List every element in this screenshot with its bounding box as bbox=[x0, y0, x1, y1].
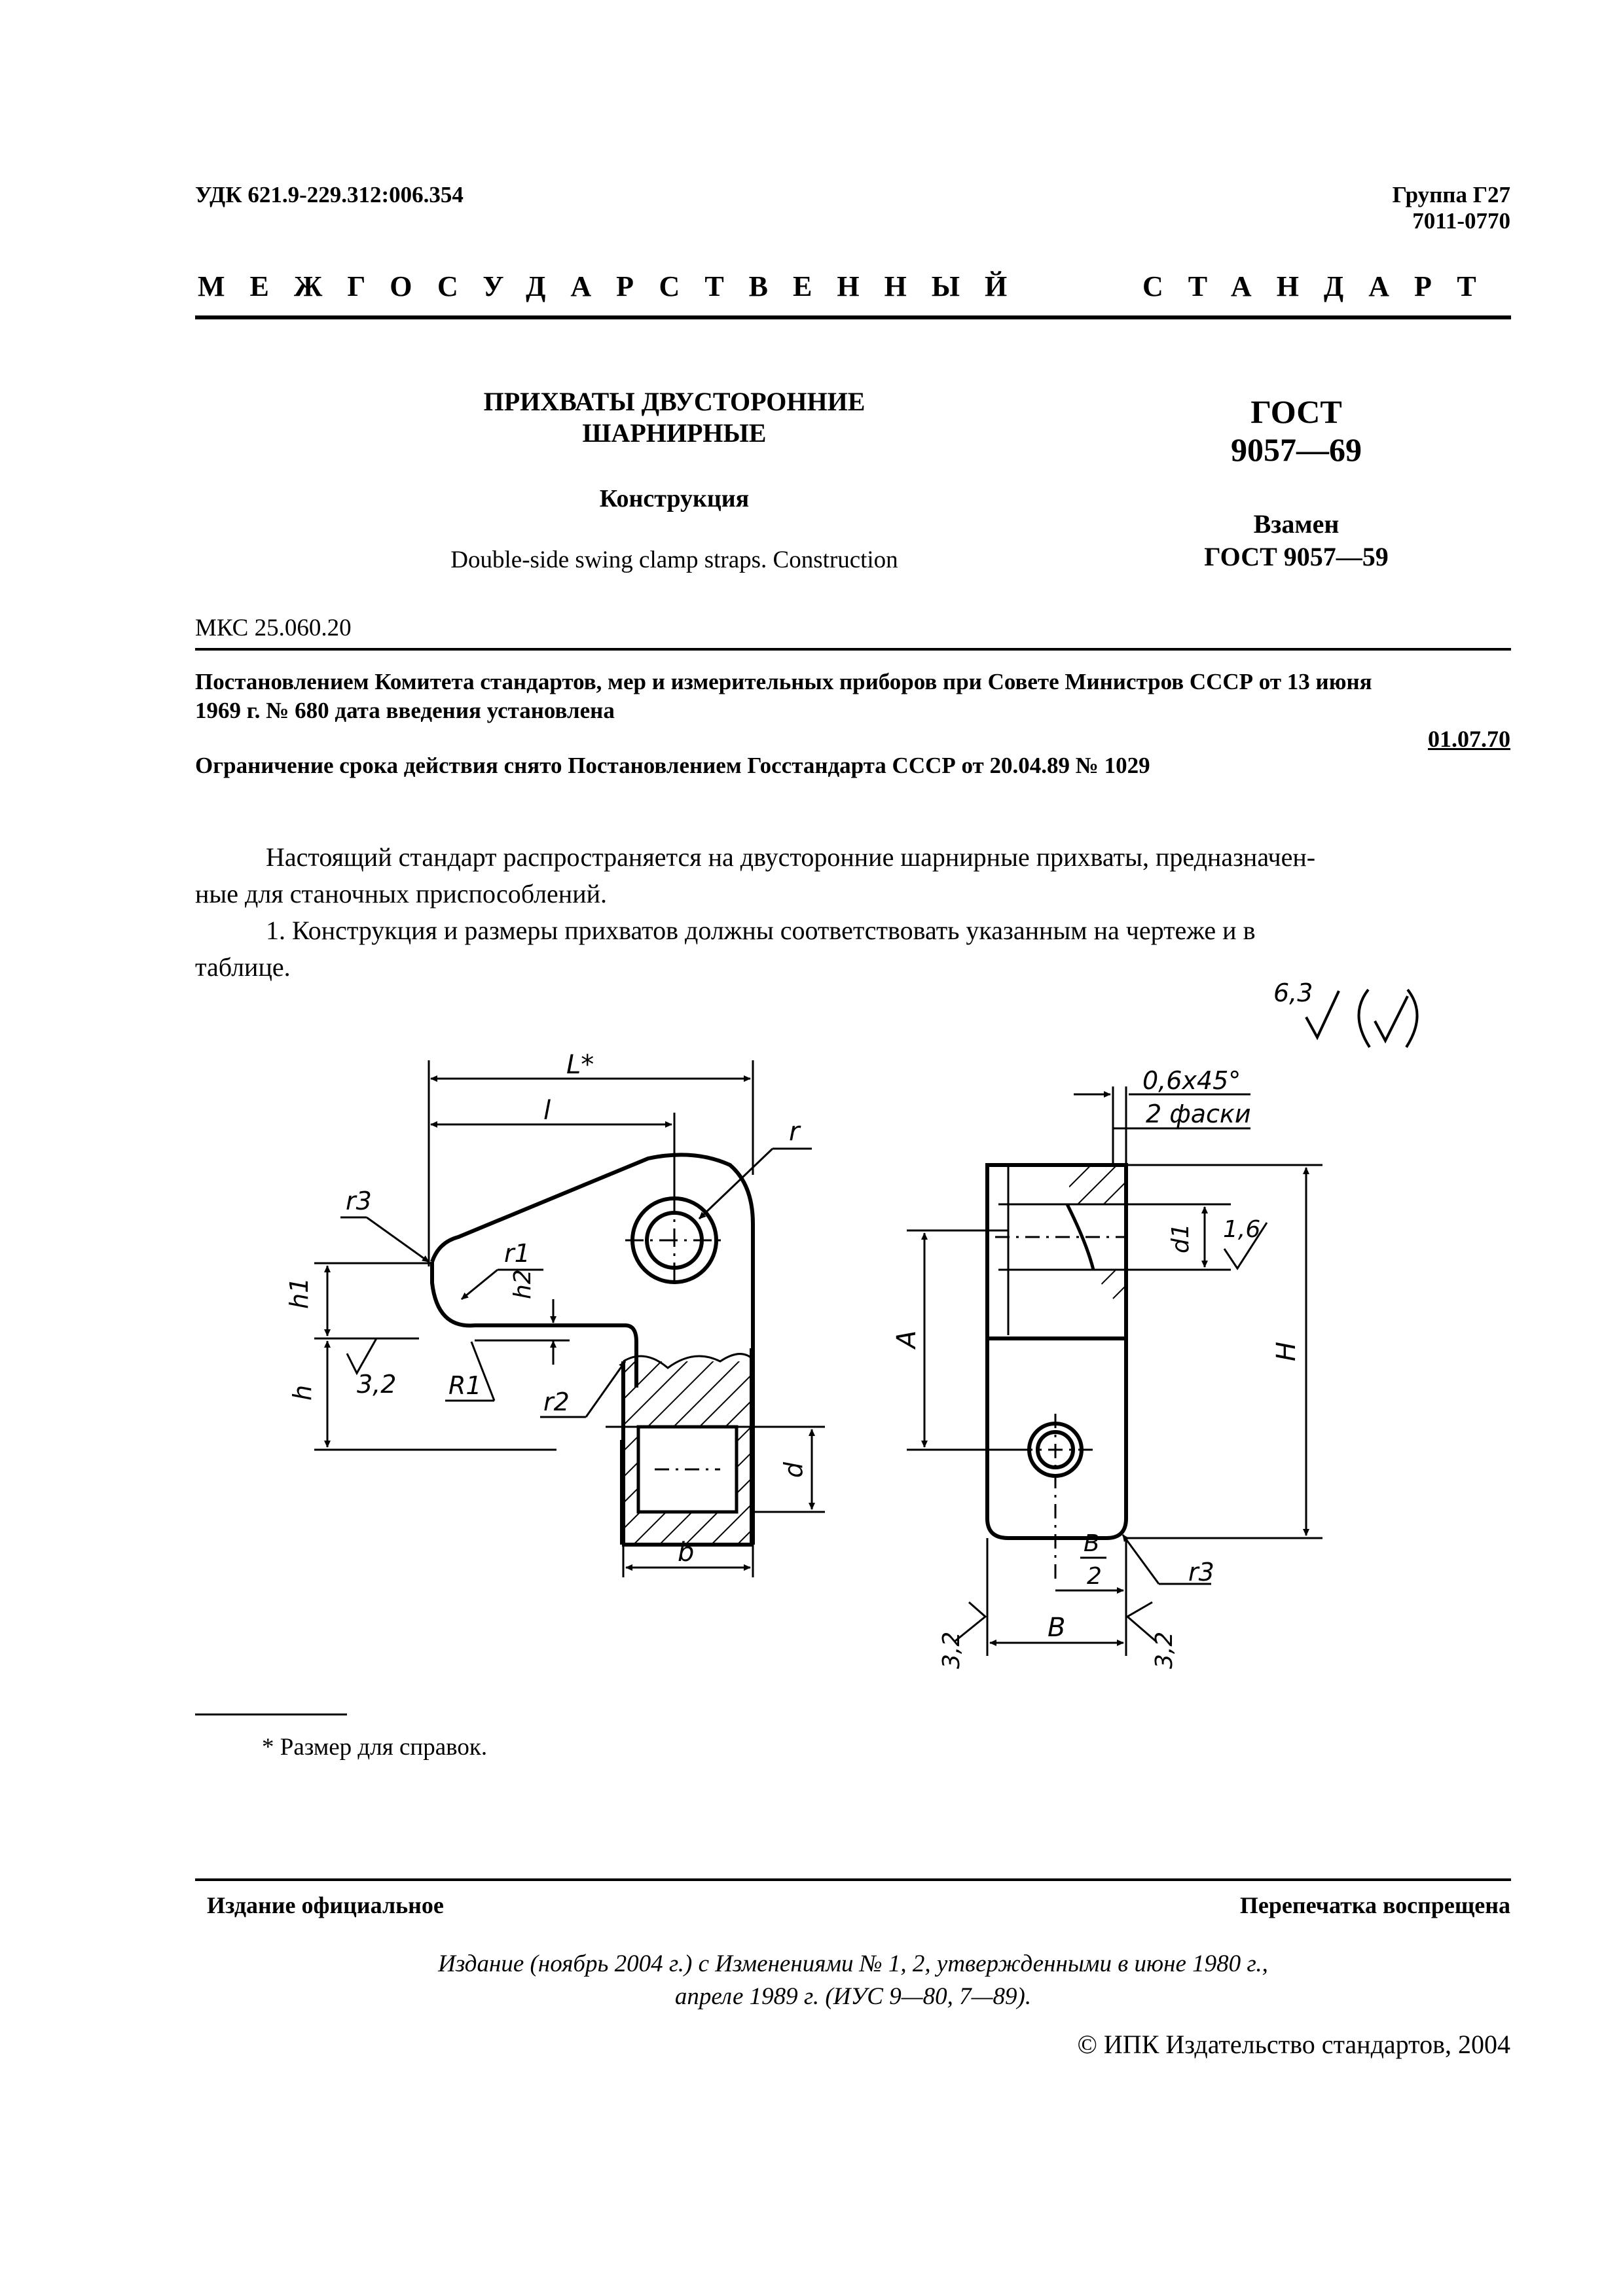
roughness-16: 1,6 bbox=[1223, 1216, 1261, 1243]
edition-line2: апреле 1989 г. (ИУС 9—80, 7—89). bbox=[674, 1983, 1032, 2010]
roughness-general-symbol bbox=[1306, 990, 1417, 1047]
interstate-label: МЕЖГОСУДАРСТВЕННЫЙ bbox=[198, 270, 1032, 302]
dim-A: A bbox=[892, 1330, 922, 1348]
intro-line1: Настоящий стандарт распространяется на двусторонние шарнирные прихваты, предназначен- bbox=[266, 842, 1316, 872]
roughness-right-1: 3,2 bbox=[938, 1631, 965, 1669]
chamfer-note: 2 фаски bbox=[1146, 1100, 1251, 1128]
title-line1: ПРИХВАТЫ ДВУСТОРОННИЕ bbox=[483, 387, 866, 416]
reprint-prohibited: Перепечатка воспрещена bbox=[1239, 1892, 1510, 1918]
roughness-right-2: 3,2 bbox=[1151, 1631, 1178, 1669]
replaces-label: Взамен bbox=[1253, 509, 1340, 539]
limitation-note: Ограничение срока действия снято Постановлением Госстандарта СССР от 20.04.89 № 1029 bbox=[195, 753, 1150, 778]
front-view bbox=[987, 1165, 1126, 1538]
dim-B2-numerator: B bbox=[1084, 1530, 1100, 1557]
footer-rule bbox=[195, 1878, 1511, 1881]
standard-label: СТАНДАРТ bbox=[1142, 270, 1501, 302]
dim-L: L* bbox=[566, 1050, 594, 1080]
dim-chamfer: 0,6x45° bbox=[1142, 1066, 1241, 1095]
gost-number: 9057—69 bbox=[1231, 431, 1362, 468]
dim-B2-denominator: 2 bbox=[1087, 1563, 1102, 1590]
udk-code: УДК 621.9-229.312:006.354 bbox=[195, 182, 464, 207]
copyright: © ИПК Издательство стандартов, 2004 bbox=[1077, 2030, 1510, 2059]
subtitle: Конструкция bbox=[599, 485, 750, 512]
dim-h: h bbox=[288, 1384, 317, 1401]
gost-label: ГОСТ bbox=[1250, 393, 1342, 430]
dim-B: B bbox=[1048, 1613, 1066, 1643]
dim-r1: r1 bbox=[504, 1239, 530, 1268]
dim-r: r bbox=[789, 1117, 800, 1147]
dim-h2: h2 bbox=[509, 1269, 536, 1299]
dim-r2: r2 bbox=[543, 1388, 570, 1416]
dim-r3: r3 bbox=[346, 1187, 372, 1215]
dim-r3-right: r3 bbox=[1188, 1558, 1214, 1587]
decree-line2: 1969 г. № 680 дата введения установлена bbox=[195, 698, 615, 723]
official-edition: Издание официальное bbox=[207, 1892, 444, 1918]
english-title: Double-side swing clamp straps. Construction bbox=[450, 547, 898, 573]
item1-line1: 1. Конструкция и размеры прихватов должны соответствовать указанным на чертеже и в bbox=[266, 916, 1256, 945]
edition-line1: Издание (ноябрь 2004 г.) с Изменениями № 1, 2, утвержденными в июне 1980 г., bbox=[438, 1950, 1268, 1977]
dim-d: d bbox=[779, 1462, 808, 1478]
dim-d1: d1 bbox=[1167, 1223, 1194, 1253]
footnote-rule bbox=[195, 1713, 347, 1715]
footnote: * Размер для справок. bbox=[262, 1734, 488, 1761]
decree-line1: Постановлением Комитета стандартов, мер и измерительных приборов при Совете Министров СССР от 13 июня bbox=[195, 669, 1372, 694]
dim-R1: R1 bbox=[448, 1371, 482, 1400]
roughness-left: 3,2 bbox=[357, 1370, 397, 1399]
dim-h1: h1 bbox=[285, 1277, 314, 1309]
roughness-general-value: 6,3 bbox=[1273, 978, 1313, 1007]
mks-code: МКС 25.060.20 bbox=[195, 615, 352, 641]
intro-line2: ные для станочных приспособлений. bbox=[195, 879, 608, 908]
dim-H: H bbox=[1271, 1341, 1302, 1361]
introduction-date: 01.07.70 bbox=[1428, 726, 1510, 752]
title-line2: ШАРНИРНЫЕ bbox=[582, 418, 767, 448]
item1-line2: таблице. bbox=[195, 952, 291, 982]
group-code: Группа Г27 bbox=[1392, 182, 1510, 207]
dim-b: b bbox=[678, 1537, 695, 1568]
classification-code: 7011-0770 bbox=[1412, 208, 1510, 234]
replaces-value: ГОСТ 9057—59 bbox=[1204, 542, 1389, 571]
dim-l: l bbox=[543, 1096, 551, 1126]
